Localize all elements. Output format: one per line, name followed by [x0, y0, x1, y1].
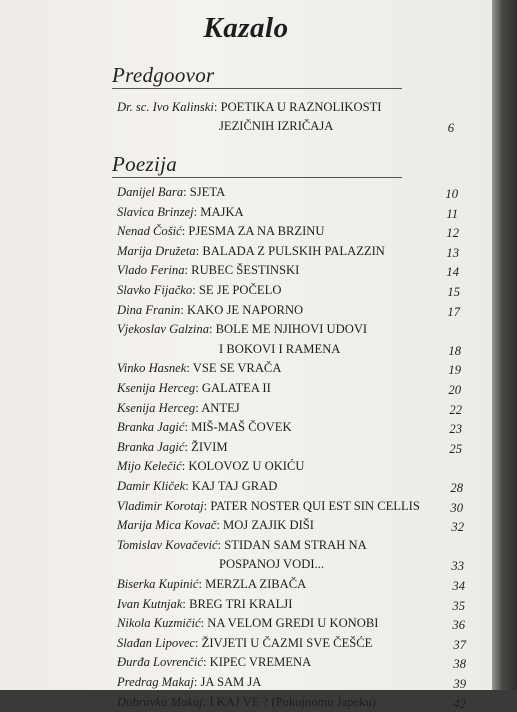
entry-author: Vladimir Korotaj: [117, 498, 204, 513]
entry-author: Vinko Hasnek: [117, 361, 187, 376]
entry-title: JA SAM JA: [200, 675, 262, 689]
entry-page-number: 11: [446, 206, 458, 221]
toc-entry: Dubravka Makaj: I KAJ VE ? (Pokojnomu Japeku): [117, 694, 376, 709]
entry-author: Vjekoslav Galzina: [117, 322, 209, 337]
toc-entry: Slađan Lipovec: ŽIVJETI U ČAZMI SVE ČEŠĆE: [117, 635, 373, 650]
entry-title: POETIKA U RAZNOLIKOSTI: [220, 100, 382, 114]
entry-page-number: 6: [447, 121, 454, 135]
entry-title: SE JE POČELO: [198, 283, 282, 297]
entry-title: ŽIVIM: [191, 439, 228, 454]
toc-entry: Dina Franin: KAKO JE NAPORNO: [117, 302, 304, 317]
entry-title: KAKO JE NAPORNO: [186, 302, 304, 317]
section-divider: [112, 177, 402, 178]
toc-entry: Vinko Hasnek: VSE SE VRAČA: [117, 361, 282, 376]
entry-page-number: 23: [449, 422, 462, 437]
entry-title: BREG TRI KRALJI: [189, 596, 293, 611]
entry-author: Mijo Kelečić: [117, 459, 182, 474]
entry-page-number: 33: [451, 559, 464, 574]
entry-title: MAJKA: [200, 204, 244, 219]
entry-author: Predrag Makaj: [117, 675, 194, 689]
entry-page-number: 28: [450, 481, 463, 495]
toc-entry: Ksenija Herceg: ANTEJ: [117, 400, 240, 415]
entry-title: ANTEJ: [201, 400, 240, 415]
entry-author: Tomislav Kovačević: [117, 537, 218, 552]
entry-title: MERZLA ZIBAČA: [205, 577, 307, 591]
entry-page-number: 13: [446, 245, 459, 260]
toc-entry: Vlado Ferina: RUBEC ŠESTINSKI: [117, 263, 300, 278]
entry-page-number: 22: [449, 402, 462, 417]
entry-page-number: 39: [453, 677, 466, 691]
entry-title: RUBEC ŠESTINSKI: [191, 263, 300, 278]
toc-entry: Biserka Kupinić: MERZLA ZIBAČA: [117, 577, 307, 591]
entry-author: Vlado Ferina: [117, 263, 185, 278]
toc-entry: Tomislav Kovačević: STIDAN SAM STRAH NA: [117, 537, 367, 552]
toc-entry: Branka Jagić: MIŠ-MAŠ ČOVEK: [117, 420, 292, 435]
entry-author: Slavica Brinzej: [117, 204, 194, 219]
entry-author: Nenad Čošić: [117, 224, 182, 239]
entry-page-number: 42: [453, 696, 466, 711]
toc-entry: Branka Jagić: ŽIVIM: [117, 439, 228, 454]
entry-title: VSE SE VRAČA: [192, 361, 282, 376]
toc-entry: Predrag Makaj: JA SAM JA: [117, 675, 262, 689]
toc-entry: Nikola Kuzmičić: NA VELOM GREDI U KONOBI: [117, 616, 379, 631]
entry-title-continued: I BOKOVI I RAMENA: [219, 341, 341, 356]
entry-page-number: 10: [445, 187, 458, 201]
toc-entry: Marija Družeta: BALADA Z PULSKIH PALAZZIN: [117, 243, 385, 258]
entry-author: Marija Družeta: [117, 243, 196, 258]
entry-title-continued: JEZIČNIH IZRIČAJA: [219, 119, 334, 133]
entry-title: MIŠ-MAŠ ČOVEK: [191, 420, 292, 435]
entry-page-number: 19: [448, 363, 461, 378]
toc-entry: Slavica Brinzej: MAJKA: [117, 204, 244, 219]
entry-title: KOLOVOZ U OKIĆU: [188, 459, 305, 474]
entry-author: Ivan Kutnjak: [117, 596, 183, 611]
toc-entry: Slavko Fijačko: SE JE POČELO: [117, 283, 282, 297]
toc-entry: Nenad Čošić: PJESMA ZA NA BRZINU: [117, 224, 325, 239]
entry-title: BOLE ME NJIHOVI UDOVI: [215, 322, 368, 337]
toc-entry: Mijo Kelečić: KOLOVOZ U OKIĆU: [117, 459, 305, 474]
entry-title: BALADA Z PULSKIH PALAZZIN: [202, 243, 385, 258]
entry-title: KAJ TAJ GRAD: [191, 479, 278, 493]
entry-author: Dina Franin: [117, 302, 181, 317]
entry-page-number: 20: [448, 383, 461, 397]
entry-author: Marija Mica Kovač: [117, 518, 217, 533]
toc-entry: Đurđa Lovrenčić: KIPEC VREMENA: [117, 655, 312, 670]
entry-page-number: 15: [447, 285, 460, 299]
section-heading-poezija: Poezija: [112, 152, 178, 176]
page-edge-shadow: [492, 0, 517, 690]
entry-author: Ksenija Herceg: [117, 381, 196, 395]
entry-page-number: 30: [450, 500, 463, 515]
entry-title: STIDAN SAM STRAH NA: [224, 537, 367, 552]
entry-author: Ksenija Herceg: [117, 400, 196, 415]
entry-title: NA VELOM GREDI U KONOBI: [207, 616, 379, 631]
entry-author: Biserka Kupinić: [117, 577, 199, 591]
entry-author: Damir Kliček: [117, 479, 186, 493]
entry-author: Danijel Bara: [117, 185, 184, 199]
entry-page-number: 35: [452, 598, 465, 613]
entry-title: GALATEA II: [201, 381, 271, 395]
entry-page-number: 12: [446, 226, 459, 241]
toc-entry-intro: Dr. sc. Ivo Kalinski: POETIKA U RAZNOLIKOSTI: [117, 100, 382, 114]
entry-page-number: 38: [453, 657, 466, 672]
entry-author: Dubravka Makaj: [117, 694, 203, 709]
entry-page-number: 36: [452, 618, 465, 633]
entry-author: Dr. sc. Ivo Kalinski: [117, 100, 214, 114]
entry-title: KIPEC VREMENA: [209, 655, 312, 670]
entry-title: PJESMA ZA NA BRZINU: [188, 224, 325, 239]
entry-page-number: 18: [448, 343, 461, 358]
entry-page-number: 25: [449, 441, 462, 456]
entry-author: Nikola Kuzmičić: [117, 616, 201, 631]
section-divider: [112, 88, 402, 89]
entry-page-number: 37: [453, 637, 466, 652]
entry-page-number: 17: [447, 304, 460, 319]
entry-title: MOJ ZAJIK DIŠI: [223, 518, 314, 533]
entry-author: Branka Jagić: [117, 439, 185, 454]
entry-author: Slađan Lipovec: [117, 635, 195, 650]
toc-entry: Marija Mica Kovač: MOJ ZAJIK DIŠI: [117, 518, 314, 533]
entry-author: Slavko Fijačko: [117, 283, 193, 297]
entry-title: SJETA: [189, 185, 226, 199]
entry-title: I KAJ VE ? (Pokojnomu Japeku): [209, 694, 376, 709]
toc-entry: Vladimir Korotaj: PATER NOSTER QUI EST SIN CELLIS: [117, 498, 420, 513]
toc-entry: Ksenija Herceg: GALATEA II: [117, 381, 271, 395]
entry-author: Đurđa Lovrenčić: [117, 655, 203, 670]
toc-entry: Ivan Kutnjak: BREG TRI KRALJI: [117, 596, 293, 611]
entry-title: ŽIVJETI U ČAZMI SVE ČEŠĆE: [201, 635, 373, 650]
toc-entry: Vjekoslav Galzina: BOLE ME NJIHOVI UDOVI: [117, 322, 368, 337]
entry-title: PATER NOSTER QUI EST SIN CELLIS: [210, 498, 420, 513]
entry-page-number: 14: [446, 265, 459, 280]
toc-entry: Danijel Bara: SJETA: [117, 185, 226, 199]
entry-page-number: 32: [451, 520, 464, 535]
section-heading-predgovor: Predgoovor: [112, 63, 215, 87]
entry-page-number: 34: [452, 579, 465, 593]
entry-author: Branka Jagić: [117, 420, 185, 435]
toc-entry: Damir Kliček: KAJ TAJ GRAD: [117, 479, 278, 493]
entry-title-continued: POSPANOJ VODI...: [219, 557, 324, 572]
page-title: Kazalo: [203, 12, 289, 44]
